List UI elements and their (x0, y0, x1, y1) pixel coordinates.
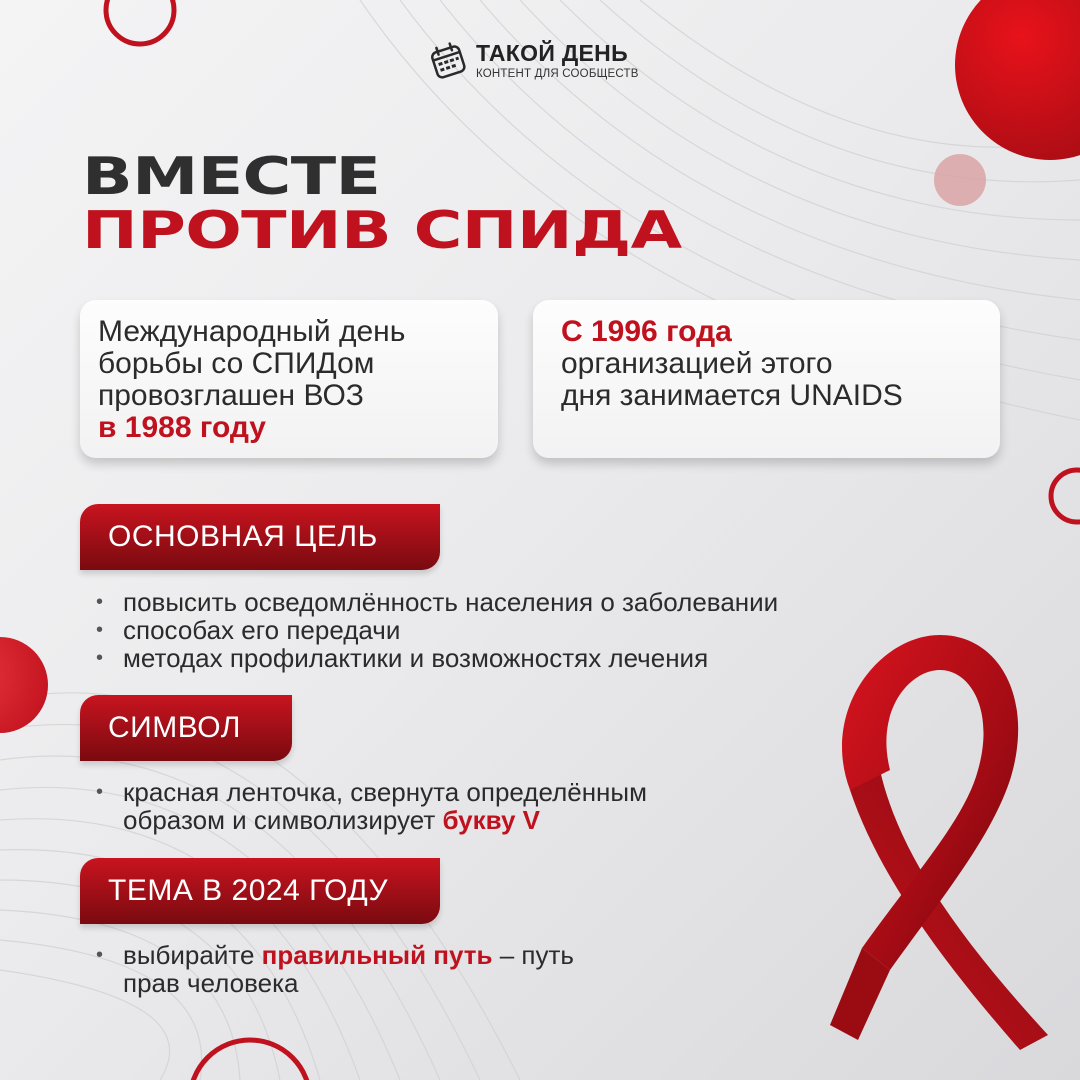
list-item: • методах профилактики и возможностях лечения (96, 644, 778, 672)
brand-name: ТАКОЙ ДЕНЬ (476, 40, 628, 66)
info-card-who (80, 300, 498, 458)
card-highlight: в 1988 году (98, 411, 266, 444)
card-text-line: дня занимается UNAIDS (561, 379, 903, 412)
theme-list (96, 941, 574, 997)
theme-text-prefix: выбирайте (123, 940, 262, 970)
brand-tagline: КОНТЕНТ ДЛЯ СООБЩЕСТВ (476, 68, 639, 80)
list-item: • повысить осведомлённость населения о заболевании (96, 588, 778, 616)
circle-large-top-right (950, 0, 1080, 170)
title-line-1: ВМЕСТЕ (82, 147, 381, 207)
section-heading-theme: ТЕМА В 2024 ГОДУ (80, 858, 440, 924)
symbol-text-line-1: красная ленточка, свернута определённым (123, 777, 647, 807)
goal-list (96, 588, 778, 672)
calendar-icon (428, 41, 468, 81)
card-text-line: Международный день (98, 315, 406, 348)
symbol-list (96, 778, 647, 834)
symbol-text-prefix: образом и символизирует (123, 805, 443, 835)
circle-outline-top-left (100, 0, 180, 50)
list-item: • способах его передачи (96, 616, 778, 644)
card-highlight: С 1996 года (561, 315, 732, 348)
page-title (82, 147, 682, 261)
brand-logo (428, 40, 639, 82)
symbol-text-line-2 (123, 806, 647, 834)
list-item (96, 941, 574, 997)
theme-highlight: правильный путь (261, 940, 493, 970)
card-text-line: провозглашен ВОЗ (98, 379, 364, 412)
section-heading-goal: ОСНОВНАЯ ЦЕЛЬ (80, 504, 440, 570)
circle-left-half (0, 632, 50, 738)
list-item (96, 778, 647, 834)
title-line-2: ПРОТИВ СПИДА (82, 201, 682, 261)
circle-small-pink (932, 152, 988, 208)
card-text-line: организацией этого (561, 347, 833, 380)
symbol-highlight: букву V (442, 805, 541, 835)
circle-outline-right (1045, 466, 1080, 526)
theme-text-line-2: прав человека (123, 968, 299, 998)
theme-text-suffix: – путь (492, 940, 574, 970)
circle-outline-bottom (185, 1030, 315, 1080)
red-ribbon-icon (820, 630, 1060, 1050)
card-text-line: борьбы со СПИДом (98, 347, 375, 380)
info-card-unaids (533, 300, 1000, 458)
section-heading-symbol: СИМВОЛ (80, 695, 292, 761)
